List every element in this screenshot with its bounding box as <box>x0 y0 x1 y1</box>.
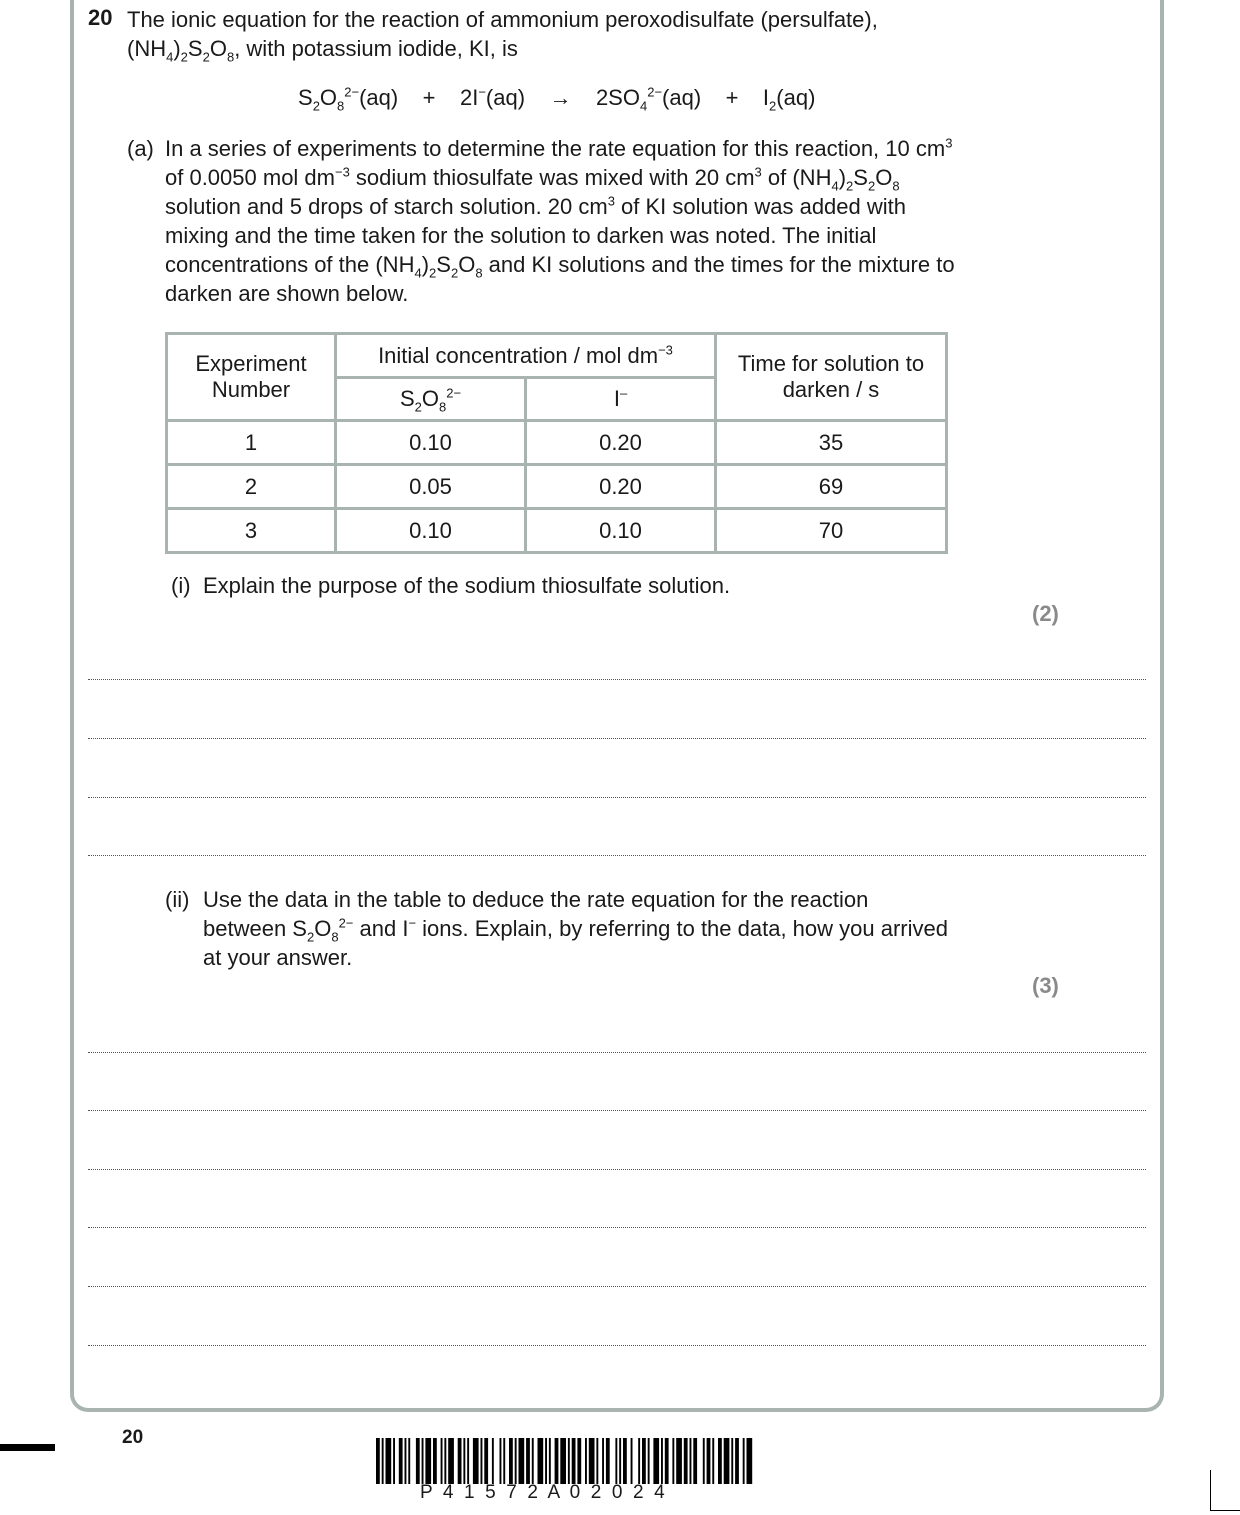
answer-line[interactable] <box>88 1286 1146 1287</box>
question-intro: The ionic equation for the reaction of ammonium peroxodisulfate (persulfate), $(NH_4)_2S_2O_8$, with potassium iodide, KI, is <box>127 7 878 65</box>
barcode-bar <box>731 1438 733 1484</box>
barcode-bar <box>619 1438 621 1484</box>
part-a-label: (a) <box>127 136 154 161</box>
cell-iodide: 0.20 <box>526 421 716 465</box>
cell-s2o8: 0.10 <box>336 421 526 465</box>
barcode-bar <box>463 1438 465 1484</box>
header-experiment: Experiment Number <box>167 334 336 421</box>
cell-time: 70 <box>716 509 947 553</box>
header-time: Time for solution to darken / s <box>716 334 947 421</box>
table-row <box>167 421 947 465</box>
barcode-bar <box>743 1438 745 1484</box>
barcode-bar <box>515 1438 517 1484</box>
barcode-bar <box>615 1438 617 1484</box>
barcode-bar <box>684 1438 688 1484</box>
barcode-bar <box>572 1438 576 1484</box>
margin-bar <box>0 1444 55 1451</box>
barcode-bar <box>602 1438 604 1484</box>
cell-experiment: 3 <box>167 509 336 553</box>
barcode-bar <box>665 1438 669 1484</box>
barcode-bar <box>416 1438 420 1484</box>
barcode-bar <box>467 1438 469 1484</box>
part-i-text: Explain the purpose of the sodium thiosulfate solution. <box>203 573 731 598</box>
cell-iodide: 0.20 <box>526 465 716 509</box>
barcode-bar <box>444 1438 446 1484</box>
answer-line[interactable] <box>88 1052 1146 1053</box>
barcode-bar <box>703 1438 705 1484</box>
barcode-bar <box>509 1438 513 1484</box>
cell-time: 69 <box>716 465 947 509</box>
ionic-equation: $S_2O_8^{2-}(aq)$ + 2I−(aq) → $2SO_4^{2-}(aq)$ + $I_2(aq)$ <box>298 84 816 114</box>
answer-line[interactable] <box>88 1169 1146 1170</box>
barcode-bar <box>648 1438 650 1484</box>
barcode-bar <box>735 1438 739 1484</box>
barcode-bar <box>473 1438 479 1484</box>
barcode-bar <box>676 1438 682 1484</box>
answer-line[interactable] <box>88 679 1146 680</box>
header-s2o8: $S_2O_8^{2-}$ <box>336 378 526 421</box>
header-concentration: Initial concentration / mol $dm^{-3}$ <box>336 334 716 378</box>
barcode-bar <box>386 1438 392 1484</box>
cell-time: 35 <box>716 421 947 465</box>
barcode-bar <box>712 1438 714 1484</box>
table-row <box>167 509 947 553</box>
part-ii-marks: (3) <box>1032 973 1059 998</box>
barcode-bar <box>441 1438 443 1484</box>
cell-s2o8: 0.10 <box>336 509 526 553</box>
barcode-bar <box>500 1438 502 1484</box>
barcode-bar <box>538 1438 544 1484</box>
part-ii-label: (ii) <box>165 887 190 912</box>
barcode-bar <box>707 1438 711 1484</box>
barcode-bar <box>408 1438 410 1484</box>
barcode-bar <box>448 1438 454 1484</box>
part-i-marks: (2) <box>1032 601 1059 626</box>
answer-line[interactable] <box>88 1345 1146 1346</box>
barcode-bar <box>623 1438 627 1484</box>
answer-line[interactable] <box>88 1110 1146 1111</box>
barcode-bar <box>638 1438 640 1484</box>
page-number: 20 <box>122 1427 144 1448</box>
barcode-bar <box>690 1438 692 1484</box>
header-iodide: I– <box>526 378 716 421</box>
barcode-bar <box>642 1438 646 1484</box>
barcode-bar <box>577 1438 581 1484</box>
barcode-bar <box>376 1438 380 1484</box>
part-ii-text: Use the data in the table to deduce the rate equation for the reaction between $S_2O_8^{2-}$ and I− ions. Explain, by referring to the data, how you arrived at your answer. <box>203 887 948 970</box>
barcode-bar <box>661 1438 663 1484</box>
barcode-bar <box>425 1438 431 1484</box>
barcode-bar <box>393 1438 395 1484</box>
barcode-bar <box>545 1438 547 1484</box>
question-number: 20 <box>88 5 113 30</box>
barcode-bar <box>718 1438 722 1484</box>
answer-line[interactable] <box>88 855 1146 856</box>
barcode-image <box>376 1438 862 1484</box>
crop-mark <box>1210 1470 1240 1511</box>
barcode-bar <box>672 1438 674 1484</box>
barcode-bar <box>560 1438 566 1484</box>
barcode-bar <box>747 1438 753 1484</box>
barcode-bar <box>724 1438 730 1484</box>
cell-iodide: 0.10 <box>526 509 716 553</box>
part-i-label: (i) <box>171 573 191 598</box>
data-table <box>165 332 948 554</box>
barcode-bar <box>549 1438 551 1484</box>
barcode-bar <box>503 1438 505 1484</box>
barcode-bar <box>492 1438 494 1484</box>
table-row <box>167 465 947 509</box>
answer-line[interactable] <box>88 738 1146 739</box>
cell-experiment: 1 <box>167 421 336 465</box>
barcode-bar <box>481 1438 483 1484</box>
barcode-bar <box>433 1438 437 1484</box>
barcode-bar <box>519 1438 525 1484</box>
barcode-bar <box>382 1438 384 1484</box>
barcode-bar <box>606 1438 610 1484</box>
barcode-bar <box>532 1438 534 1484</box>
barcode-bar <box>399 1438 403 1484</box>
barcode-bar <box>693 1438 697 1484</box>
barcode-text: P 4 1 5 7 2 A 0 2 0 2 4 <box>420 1482 665 1503</box>
barcode-bar <box>596 1438 598 1484</box>
part-a-text: In a series of experiments to determine the rate equation for this reaction, 10 $cm^3$ of 0.0050 mol $dm^{-3}$ sodium thiosulfate was mixed with 20 $cm^3$ of $(NH_4)_2S_2O_8$ solution and 5 drops of starch solution. 20 $cm^3$ of KI solution was added with mixing and the time taken for the solution to darken was noted. The initial concentrations of the $(NH_4)_2S_2O_8$ and KI solutions and the times for the mixture to darken are shown below. <box>165 135 955 306</box>
cell-s2o8: 0.05 <box>336 465 526 509</box>
answer-line[interactable] <box>88 1227 1146 1228</box>
barcode-bar <box>585 1438 587 1484</box>
answer-line[interactable] <box>88 797 1146 798</box>
barcode-bar <box>555 1438 559 1484</box>
barcode-bar <box>484 1438 488 1484</box>
barcode-bar <box>631 1438 633 1484</box>
barcode-bar <box>568 1438 570 1484</box>
barcode-bar <box>589 1438 595 1484</box>
barcode-bar <box>526 1438 530 1484</box>
barcode-bar <box>405 1438 407 1484</box>
barcode-bar <box>422 1438 424 1484</box>
barcode-bar <box>458 1438 462 1484</box>
cell-experiment: 2 <box>167 465 336 509</box>
barcode-bar <box>653 1438 659 1484</box>
